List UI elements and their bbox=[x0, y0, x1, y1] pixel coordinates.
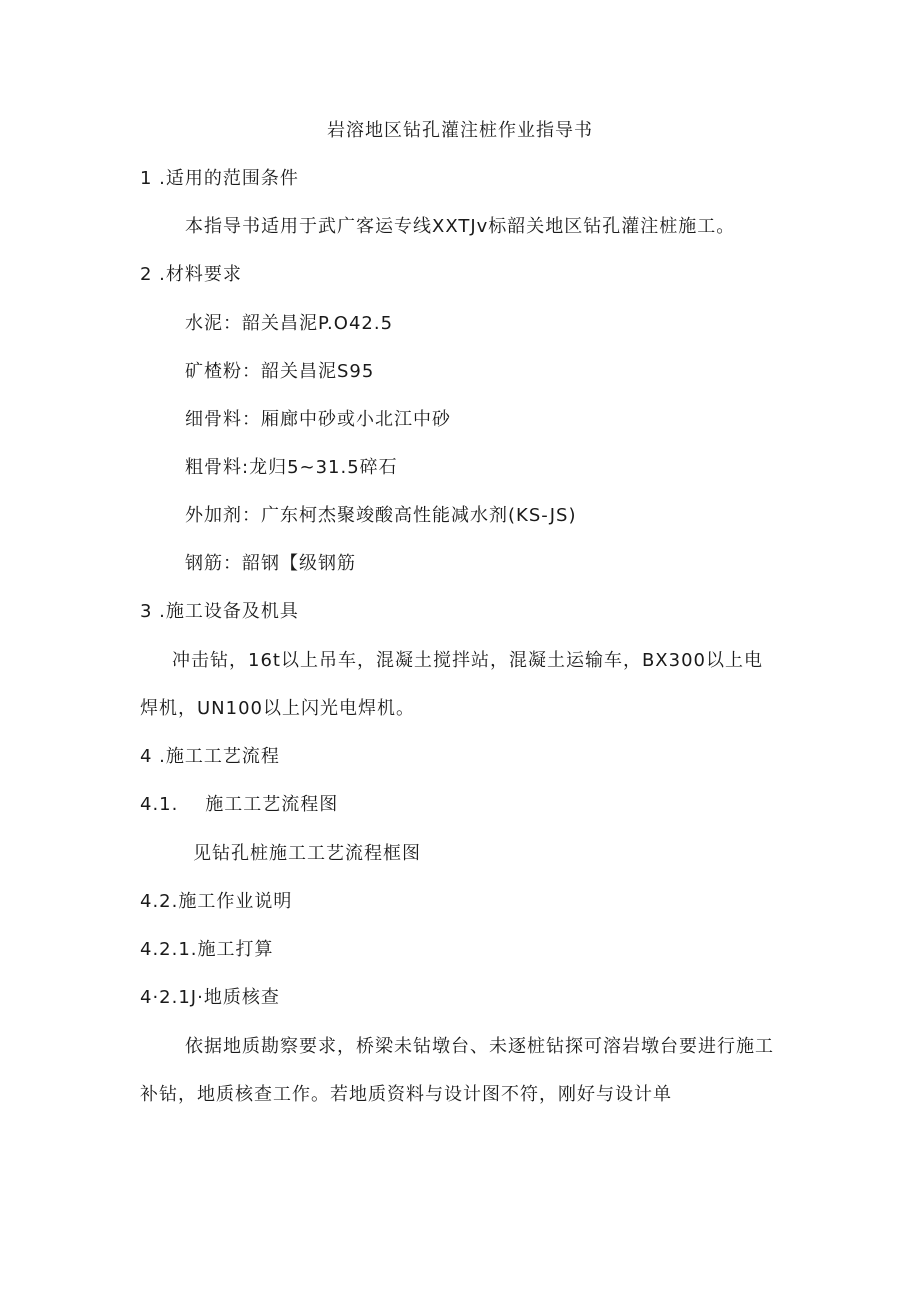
section-4-1-body: 见钻孔桩施工工艺流程框图 bbox=[193, 843, 421, 864]
section-4-1-heading: 4.1. 施工工艺流程图 bbox=[140, 794, 339, 815]
section-4-2-heading: 4.2.施工作业说明 bbox=[140, 891, 293, 912]
material-rebar: 钢筋：韶钢【级钢筋 bbox=[185, 553, 356, 574]
section-1-heading: 1 .适用的范围条件 bbox=[140, 168, 299, 189]
section-4-2-1-heading: 4.2.1.施工打算 bbox=[140, 939, 274, 960]
material-cement: 水泥：韶关昌泥P.O42.5 bbox=[185, 313, 394, 334]
section-3-body-line-1: 冲击钻，16t以上吊车，混凝土搅拌站，混凝土运输车，BX300以上电 bbox=[172, 650, 763, 671]
material-slag-powder: 矿楂粉：韶关昌泥S95 bbox=[185, 361, 375, 382]
document-title: 岩溶地区钻孔灌注桩作业指导书 bbox=[327, 120, 593, 141]
section-3-heading: 3 .施工设备及机具 bbox=[140, 601, 299, 622]
section-4-2-1-1-body-line-2: 补钻，地质核查工作。若地质资料与设计图不符，刚好与设计单 bbox=[140, 1084, 672, 1105]
material-coarse-aggregate: 粗骨料:龙归5~31.5碎石 bbox=[185, 457, 398, 478]
section-4-heading: 4 .施工工艺流程 bbox=[140, 746, 280, 767]
section-2-heading: 2 .材料要求 bbox=[140, 264, 242, 285]
material-admixture: 外加剂：广东柯杰聚竣酸高性能减水剂(KS-JS) bbox=[185, 505, 577, 526]
section-3-body-line-2: 焊机，UN100以上闪光电焊机。 bbox=[140, 698, 415, 719]
section-4-2-1-1-body-line-1: 依据地质勘察要求，桥梁未钻墩台、未逐桩钻探可溶岩墩台要进行施工 bbox=[185, 1036, 774, 1057]
section-4-2-1-1-heading: 4·2.1J·地质核查 bbox=[140, 987, 280, 1008]
material-fine-aggregate: 细骨料：厢廊中砂或小北江中砂 bbox=[185, 409, 451, 430]
section-1-body: 本指导书适用于武广客运专线XXTJv标韶关地区钻孔灌注桩施工。 bbox=[185, 216, 736, 237]
